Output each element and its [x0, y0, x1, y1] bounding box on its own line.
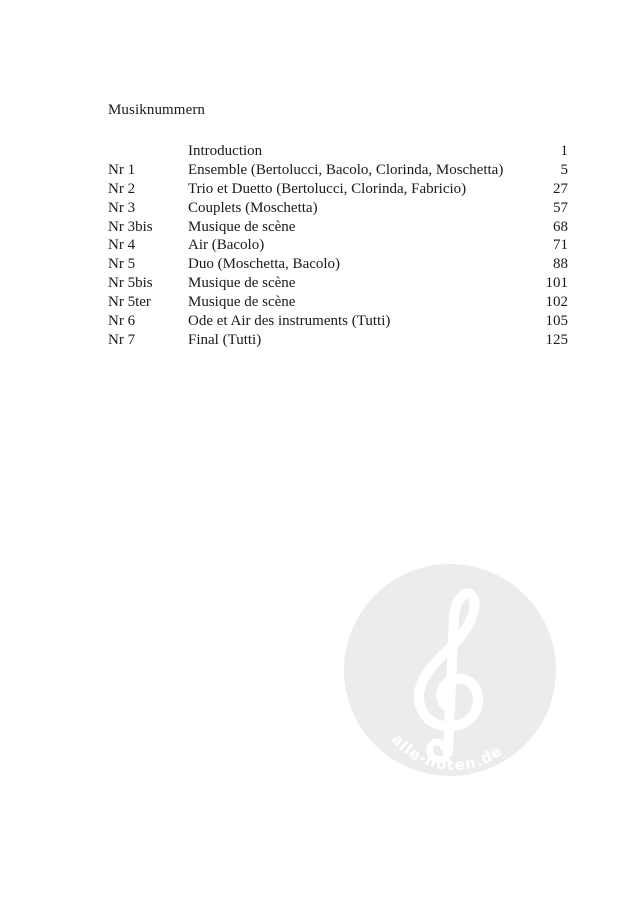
toc-number: Nr 1 [108, 161, 136, 178]
toc-row [108, 161, 568, 180]
toc-page: 5 [560, 161, 568, 178]
toc-number: Nr 6 [108, 313, 136, 330]
toc-number: Nr 5 [108, 256, 136, 273]
toc-page: 1 [560, 143, 568, 159]
toc-title: Musique de scène [188, 294, 296, 311]
toc-page: 71 [553, 237, 568, 254]
toc-row [108, 331, 568, 350]
toc-row [108, 236, 568, 255]
toc-page: 88 [553, 256, 568, 273]
toc-row [108, 199, 568, 218]
toc-number: Nr 5ter [108, 294, 151, 311]
toc-title: Couplets (Moschetta) [188, 199, 318, 216]
toc-number: Nr 3bis [108, 218, 153, 235]
toc-row [108, 180, 568, 199]
toc-title: Musique de scène [188, 218, 296, 235]
toc-title: Musique de scène [188, 275, 296, 292]
toc-row [108, 142, 568, 161]
toc-number: Nr 7 [108, 331, 136, 348]
toc-number: Nr 5bis [108, 275, 153, 292]
toc-page: 102 [545, 294, 568, 311]
toc-row [108, 255, 568, 274]
toc-number: Nr 2 [108, 180, 136, 197]
toc-row [108, 274, 568, 293]
toc-page: 125 [545, 331, 568, 348]
toc-page: 101 [545, 275, 568, 292]
toc-page: 68 [553, 218, 568, 235]
toc-title: Introduction [188, 143, 263, 159]
table-of-contents [108, 142, 568, 350]
toc-number: Nr 4 [108, 237, 136, 254]
page-title: Musiknummern [108, 102, 206, 118]
toc-title: Ode et Air des instruments (Tutti) [188, 313, 391, 330]
toc-page: 57 [553, 199, 568, 216]
watermark-logo [342, 562, 558, 778]
toc-title: Trio et Duetto (Bertolucci, Clorinda, Fabricio) [188, 180, 467, 197]
toc-title: Duo (Moschetta, Bacolo) [188, 256, 341, 273]
toc-page: 105 [545, 313, 568, 330]
toc-number: Nr 3 [108, 199, 136, 216]
watermark-text: alle-noten.de [388, 730, 506, 775]
toc-title: Final (Tutti) [188, 331, 262, 348]
toc-title: Air (Bacolo) [188, 237, 265, 254]
toc-title: Ensemble (Bertolucci, Bacolo, Clorinda, Moschetta) [188, 161, 504, 178]
toc-row [108, 218, 568, 237]
toc-row [108, 293, 568, 312]
toc-row [108, 312, 568, 331]
toc-page: 27 [553, 180, 568, 197]
